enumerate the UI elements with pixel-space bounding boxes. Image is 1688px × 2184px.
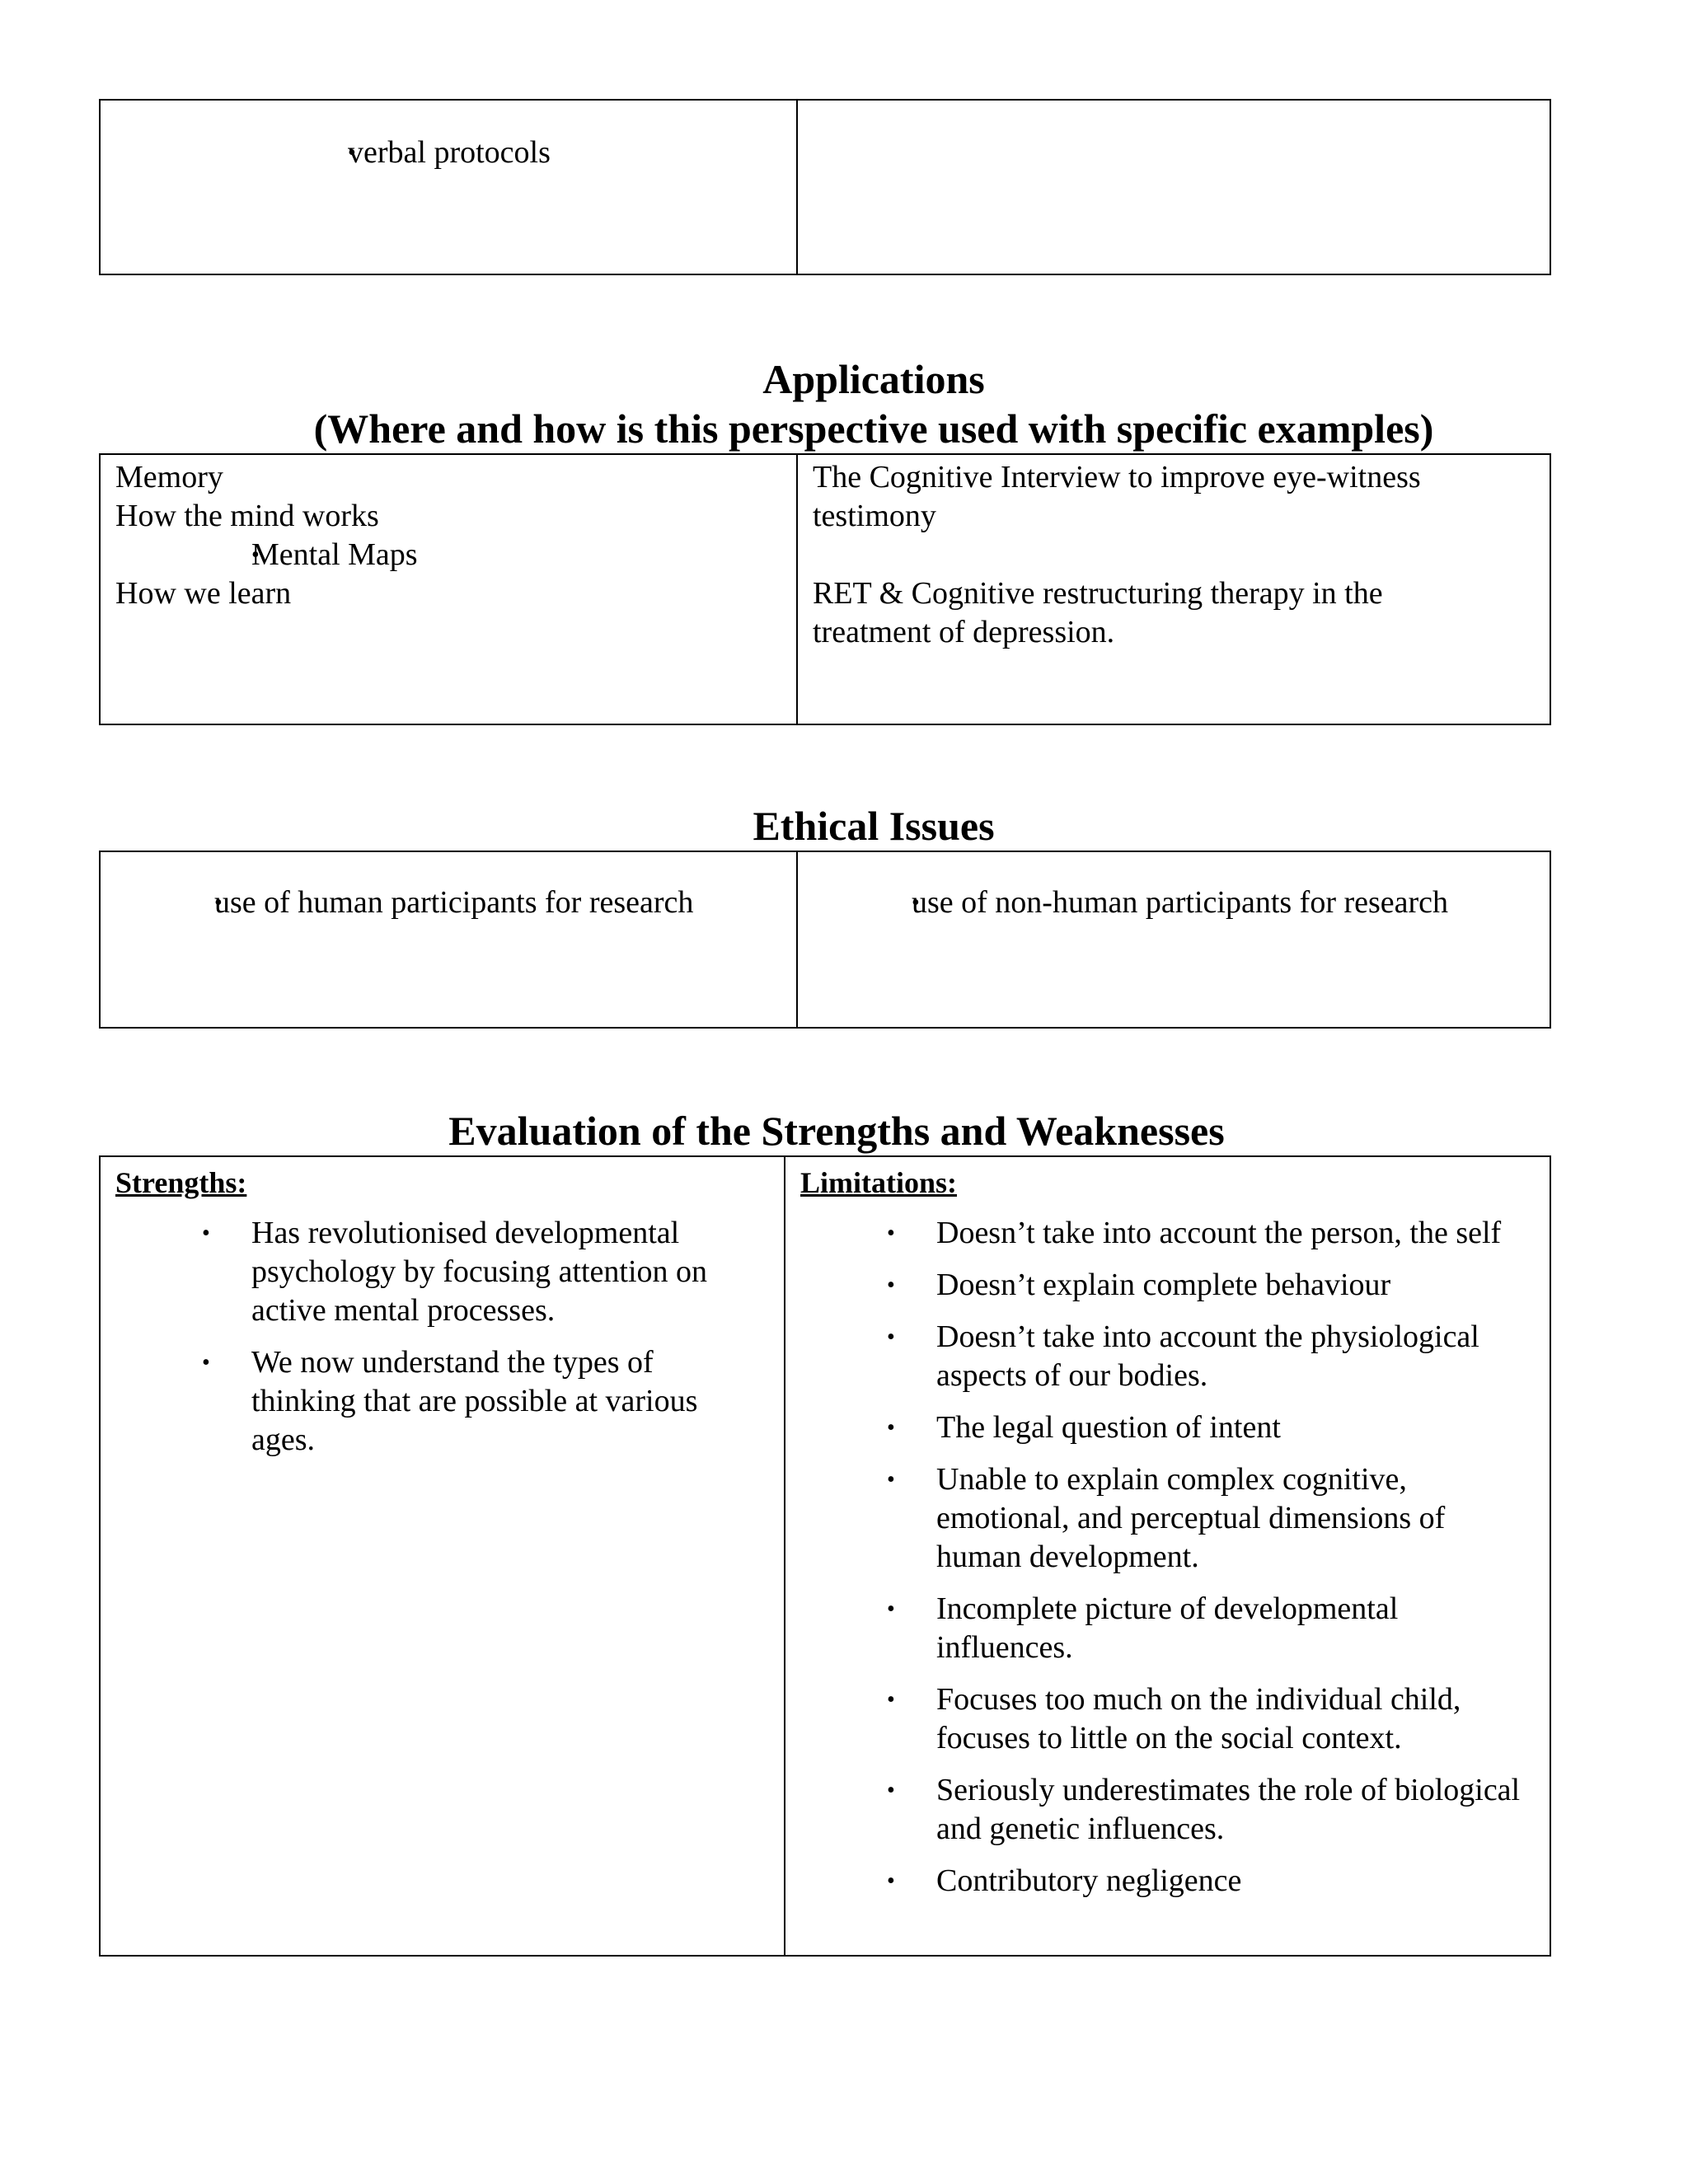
list-item: • use of non-human participants for research [864,883,1550,922]
methods-table [99,99,1551,275]
limitations-list [800,1214,1530,1900]
ethical-issues-title: Ethical Issues [753,803,995,849]
ethical-left-list [166,883,796,922]
ethical-left-cell [101,852,798,1027]
list-item: • Focuses too much on the individual child, focuses to little on the social context. [800,1680,1530,1758]
list-item: • Unable to explain complex cognitive, emotional, and perceptual dimensions of human development. [800,1460,1530,1577]
list-item: • We now understand the types of thinking that are possible at various ages. [115,1343,746,1460]
methods-left-cell [101,101,798,274]
strengths-label: Strengths: [115,1166,247,1199]
list-item: • use of human participants for research [166,883,796,922]
list-item: • Incomplete picture of developmental influences. [800,1590,1530,1667]
list-item: • The legal question of intent [800,1408,1530,1447]
application-memory: Memory [115,460,223,494]
application-sublist [115,536,796,574]
ethical-right-cell [798,852,1550,1027]
list-item: • Doesn’t take into account the person, the self [800,1214,1530,1253]
applications-title: Applications [762,356,985,402]
list-item: • Contributory negligence [800,1862,1530,1900]
applications-left-cell [101,455,798,724]
list-item: • verbal protocols [249,134,796,172]
application-learn: How we learn [115,576,292,611]
applications-right-cell [798,455,1550,724]
limitations-cell [785,1157,1550,1955]
ethical-right-list [864,883,1550,922]
ethical-issues-table [99,851,1551,1029]
list-item: • Seriously underestimates the role of biological and genetic influences. [800,1771,1530,1849]
application-cognitive-interview: The Cognitive Interview to improve eye-witness testimony [813,460,1421,533]
strengths-list [115,1214,784,1460]
strengths-cell [101,1157,785,1955]
list-item: • Doesn’t take into account the physiological aspects of our bodies. [800,1318,1530,1395]
application-mind: How the mind works [115,499,379,533]
limitations-label: Limitations: [800,1166,958,1199]
list-item: • Mental Maps [115,536,796,574]
methods-list [249,134,796,172]
applications-subtitle: (Where and how is this perspective used with specific examples) [313,405,1434,452]
list-item: • Has revolutionised developmental psychology by focusing attention on active mental processes. [115,1214,746,1330]
application-ret: RET & Cognitive restructuring therapy in the treatment of depression. [813,576,1383,649]
methods-right-cell [798,101,1550,274]
applications-table [99,453,1551,725]
evaluation-title: Evaluation of the Strengths and Weaknesses [448,1108,1225,1154]
list-item: • Doesn’t explain complete behaviour [800,1266,1530,1305]
evaluation-table [99,1155,1551,1957]
